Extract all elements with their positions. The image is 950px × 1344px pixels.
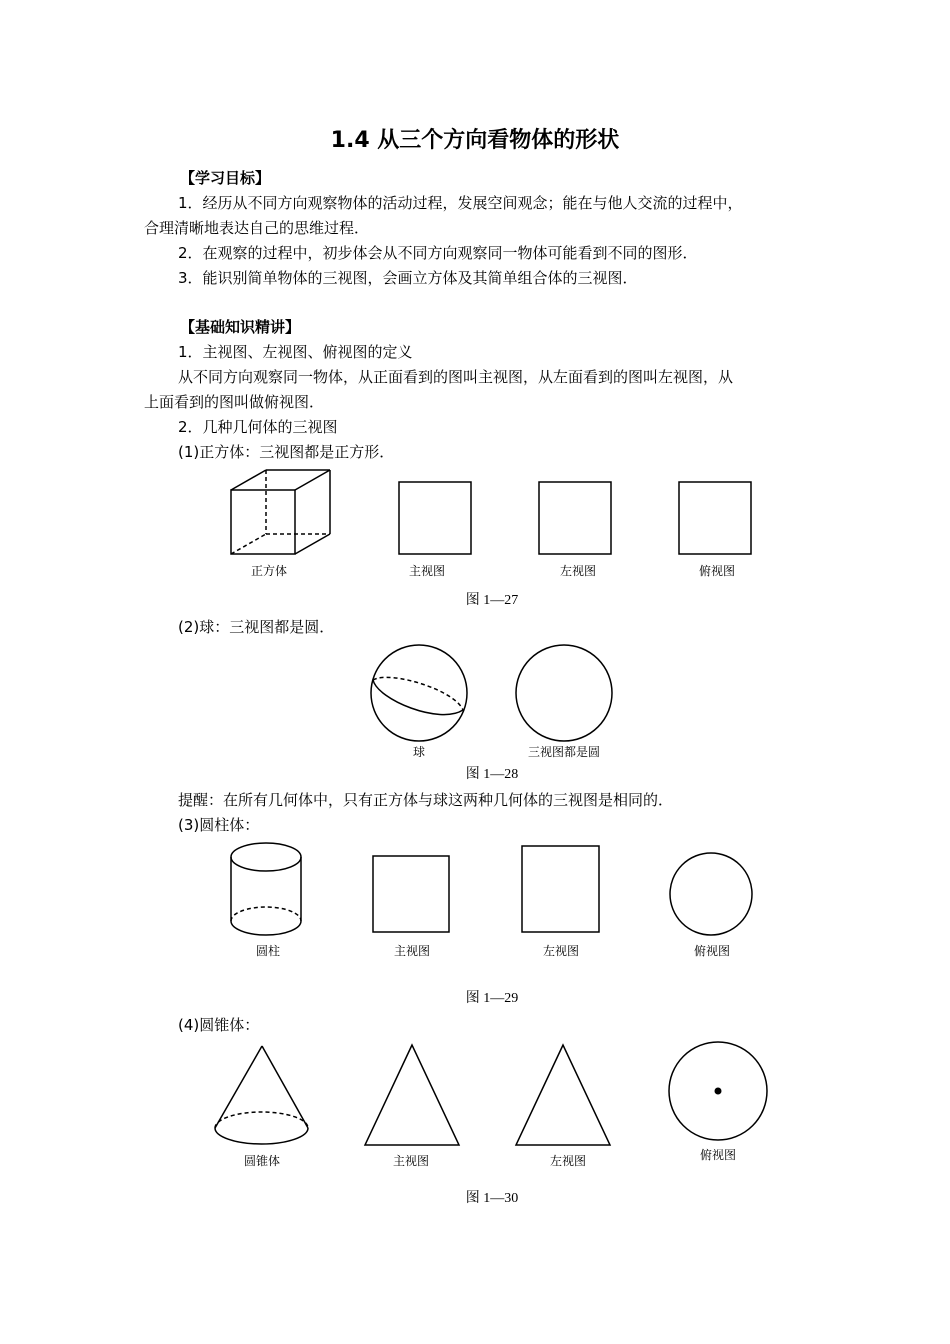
- goal-1-line-1: 1．经历从不同方向观察物体的活动过程，发展空间观念；能在与他人交流的过程中，: [178, 194, 743, 212]
- cube-top-view: [679, 482, 751, 554]
- cone-top-caption: 俯视图: [699, 1148, 737, 1162]
- sphere-view: [516, 645, 612, 741]
- goal-3: 3．能识别简单物体的三视图，会画立方体及其简单组合体的三视图．: [178, 269, 638, 287]
- figure-number-30: 图 1—30: [465, 1191, 519, 1206]
- cube-drawing: [231, 470, 330, 554]
- cube-left-caption: 左视图: [559, 564, 597, 578]
- goal-1-line-2: 合理清晰地表达自己的思维过程．: [144, 219, 370, 237]
- cone-front-caption: 主视图: [392, 1154, 430, 1168]
- cylinder-intro: (3)圆柱体：: [178, 816, 260, 834]
- cone-intro: (4)圆锥体：: [178, 1016, 260, 1034]
- cylinder-top-view: [670, 853, 752, 935]
- cylinder-front-caption: 主视图: [393, 944, 431, 958]
- goal-2: 2．在观察的过程中，初步体会从不同方向观察同一物体可能看到不同的图形．: [178, 244, 698, 262]
- goals-heading: 【学习目标】: [180, 169, 271, 187]
- cube-caption: 正方体: [250, 564, 288, 578]
- cylinder-drawing: [231, 843, 301, 935]
- cone-caption: 圆锥体: [243, 1154, 281, 1168]
- basics-heading: 【基础知识精讲】: [180, 318, 301, 336]
- figure-number-29: 图 1—29: [465, 991, 519, 1006]
- sphere-caption: 球: [412, 745, 426, 759]
- sphere-drawing: [371, 645, 467, 741]
- figure-number-27: 图 1—27: [465, 593, 519, 608]
- cone-drawing: [215, 1046, 308, 1144]
- cylinder-front-view: [373, 856, 449, 932]
- cylinder-left-view: [522, 846, 599, 932]
- definition-line-2: 上面看到的图叫做俯视图．: [144, 393, 325, 411]
- cylinder-caption: 圆柱: [255, 944, 281, 958]
- reminder: 提醒：在所有几何体中，只有正方体与球这两种几何体的三视图是相同的．: [178, 791, 674, 809]
- cone-apex-dot: [715, 1088, 722, 1095]
- definition-line-1: 从不同方向观察同一物体，从正面看到的图叫主视图，从左面看到的图叫左视图，从: [178, 368, 734, 386]
- cone-front-view: [365, 1045, 459, 1145]
- sphere-view-caption: 三视图都是圆: [527, 745, 601, 759]
- cube-front-view: [399, 482, 471, 554]
- cube-left-view: [539, 482, 611, 554]
- cube-front-caption: 主视图: [408, 564, 446, 578]
- basics-sub-1: 1．主视图、左视图、俯视图的定义: [178, 343, 413, 361]
- sphere-intro: (2)球：三视图都是圆．: [178, 618, 335, 636]
- cylinder-top-caption: 俯视图: [693, 944, 731, 958]
- cylinder-left-caption: 左视图: [542, 944, 580, 958]
- page-title: 1.4 从三个方向看物体的形状: [330, 128, 620, 153]
- figure-number-28: 图 1—28: [465, 767, 519, 782]
- cone-left-view: [516, 1045, 610, 1145]
- cone-left-caption: 左视图: [549, 1154, 587, 1168]
- cube-top-caption: 俯视图: [698, 564, 736, 578]
- cube-intro: (1)正方体：三视图都是正方形．: [178, 443, 395, 461]
- basics-sub-2: 2．几种几何体的三视图: [178, 418, 338, 436]
